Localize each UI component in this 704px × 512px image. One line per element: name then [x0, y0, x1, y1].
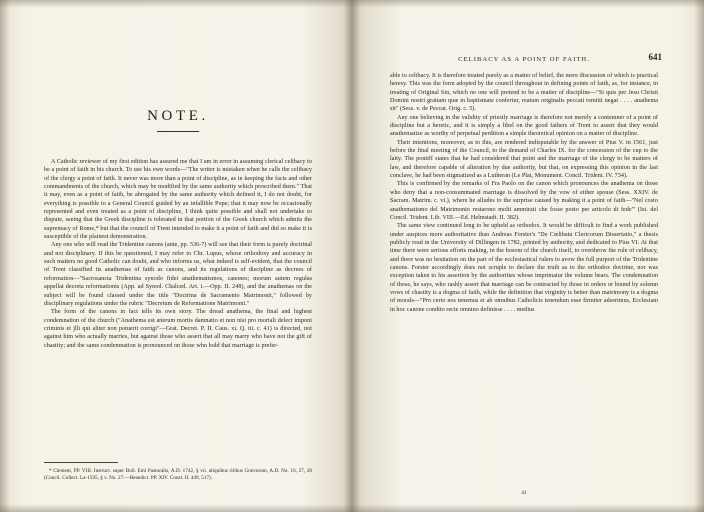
running-head: CELIBACY AS A POINT OF FAITH.: [458, 56, 590, 63]
right-page-body: [390, 72, 658, 314]
paragraph: The form of the canons in fact tells its own story. The dread anathema, the final and highest condemnation of the church ("Anathema est æterum mortis damnatio et non nisi pro mortali delect imponi criminis et jlli qui aliter non potuerit corrigi"—Grat. Decret. P. II. Caus. xi. Q. iii. c. 41) is directed, not against him who actually marries, but against those who assert that all may marry who have not the gift of chastity; and the same condemnation is pronounced on those who hold that marriage is prefer-: [44, 309, 312, 349]
paragraph: Their intentions, moreover, as to this, are rendered indisputable by the answer of Pius V. in 1561, just before the final meeting of the Council, to the demand of Charles IX. for the concession of the cup to the laity. The pontiff states that he had considered that point and the marriage of the clergy to be matters of law, and therefore capable of alteration by due authority, but that, on expressing this opinion in the last conclave, he had been stigmatized as a Lutheran (Le Plat, Monument. Concil. Trident. IV. 734).: [390, 139, 658, 180]
paragraph: Any one who will read the Tridentine canons (ante, pp. 536-7) will see that their form is purely doctrinal and not disciplinary. If this be questioned, I may refer to Chr. Lupus, whose orthodoxy and accuracy in such matters no good Catholic can doubt, and who informs us, what indeed is self-evident, that the council of Trent classified its anathemas of faith as canons, and its regulations of discipline as decrees of reformation—"Sacrosancta Tridentina synodo fidei anathematismos, canones; morum autem regulas appellat decreta reformationis (App. ad Synod. Chalced. Art. i.—Opp. II. 248), and the anathemas on the subject will be found classed under the title "Doctrina de Sacramento Matrimonii," followed by disciplinary regulations under the rubric "Decretum de Reformatione Matrimonii.": [44, 242, 312, 307]
signature-mark: 41: [521, 490, 527, 496]
paragraph: This is confirmed by the remarks of Fra Paolo on the canon which pronounces the anathema on those who deny that a non-consummated marriage is dissolved by the vow of either spouse (Sess. XXIV. de Sacram. Matrim. c. vi.), where he alludes to the surprise caused by making it a point of faith—"Nel costo anathematismo del Matrimonio restarono molti ammirati che fosse posto per articolo di fede"' (Ist. del Concil. Trident. Lib. VIII.—Ed. Helmstadt. II. 382).: [390, 181, 658, 221]
note-heading: NOTE.: [147, 108, 209, 124]
page-number: 641: [648, 52, 662, 62]
footnote-text: * Clement, PP. VIII. Instruct. super Bull. Eml Pastoralis, A.D. 1742, § vii. aliquibus ritibus Græcorum, A.D. No. 16, 27, 28 (Concil. Collect. La-1595, § v. No. 27.—Benedict. PP. XIV. Const. II. 449, 517).: [44, 468, 312, 482]
left-page-body: [44, 158, 312, 350]
paragraph: A Catholic reviewer of my first edition has assured me that I am in error in assuming clerical celibacy to be a point of faith in his church. To use his own words—"The writer is mistaken when he calls the celibacy of the clergy a point of faith. It never was more than a point of discipline, as in keeping the facts and other commandments of the church, which may be modified by the same authority which prescribed them." That it may, even as a point of faith, be abrogated by the same authority which defined it, I do not doubt, for everything is possible to a General Council guided by an infallible Pope; that it may now be occasionally represented and even treated as a point of discipline, I think quite possible and shall not undertake to dispute, seeing that the Greek discipline is tolerated in that portion of the Greek church which admits the supremacy of Rome,* but that the council of Trent intended to make it a point of faith and did so make it is susceptible of the plainest demonstration.: [44, 159, 312, 241]
footnote-rule: [44, 462, 118, 463]
left-page-footnote: [44, 468, 312, 482]
heading-rule: [157, 131, 199, 132]
paragraph: Any one believing in the validity of priestly marriage is therefore not merely a contemner of a point of discipline but a heretic, and it is simply a libel on the good fathers of Trent to assert that they would anathematize as worthy of perpetual perdition a simple theoretical opinion on a matter of discipline.: [390, 114, 658, 138]
paragraph: able to celibacy. It is therefore treated purely as a matter of belief, the mere discussion of which is practical heresy. This was the form adopted by the council throughout in defining points of faith, as, for instance, in treating of Original Sin, which no one will pretend to be a matter of discipline—"Si quis per Jesu Christi Domini nostri gratiam quæ in baptismate confertur, reatum originalis peccati remitti negat . . . . anathema sit" (Sess. v. de Peccat. Orig. c. 5).: [390, 73, 658, 113]
paragraph: The same view continued long to be upheld as orthodox. It would be difficult to find a work published under auspices more authoritative than Andreas Forster's "De Cœlibatu Clericorum Dissertatio," a thesis publicly read in the University of Dillingen in 1782, printed by authority, and dedicated to Pius VI. At that time there were serious efforts making, in the bosom of the church itself, to overthrow the rule of celibacy, and there was no hesitation on the part of the ecclesiastical rulers to avow the full purport of the Tridentine canons. Forster accordingly does not scruple to declare the truth as to the orthodox doctrine, nor was exception taken to his assertion by the authorities whose imprimatur the volume bears. The condemnation of those, he says, who rashly assert that marriage can be contracted by those in orders or bound by solemn vows of chastity is a dogma of faith, while the definition that virginity is better than matrimony is a dogma of morals—"Pro certo nos tenemus et ab omnibus Catholicis tenendum esse firmiter adserimus, Ecclesiam in hoc canone condito recte omnino definisse . . . . medius: [390, 223, 658, 313]
